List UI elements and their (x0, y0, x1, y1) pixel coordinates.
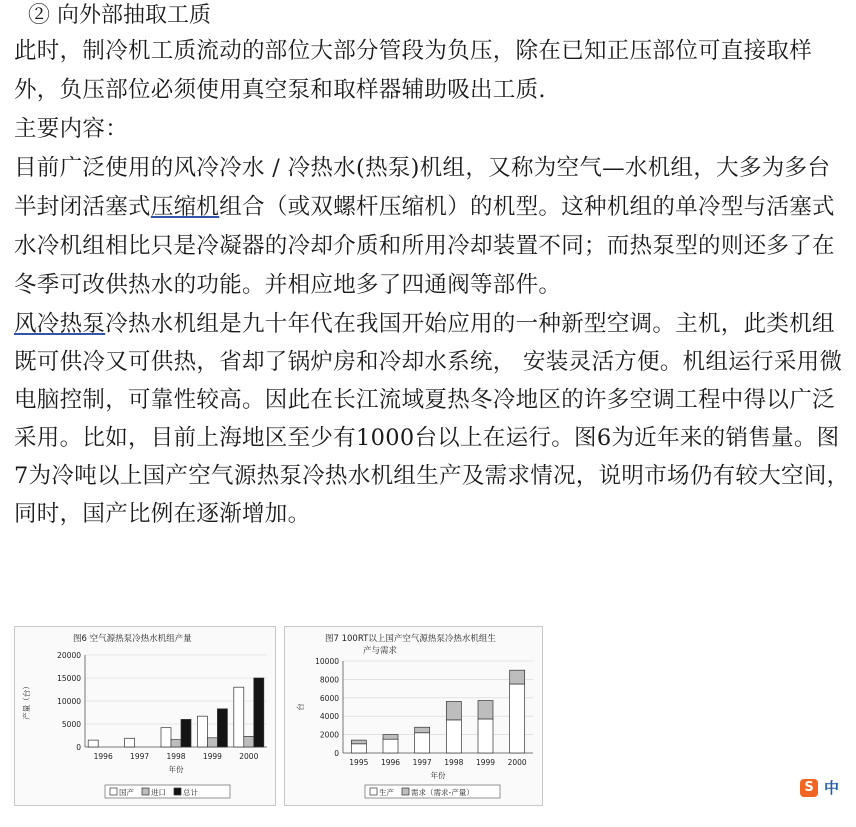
figure-7-chart (284, 626, 543, 806)
y-tick-label: 8000 (319, 675, 339, 685)
bar-0 (383, 739, 398, 753)
compressor-link[interactable]: 压缩机 (150, 194, 220, 220)
y-tick-label: 20000 (57, 651, 81, 660)
bar-0 (197, 716, 207, 747)
y-tick-label: 15000 (57, 674, 81, 683)
x-axis-label: 年份 (168, 765, 184, 774)
paragraph-sampling: 此时，制冷机工质流动的部位大部分管段为负压，除在已知正压部位可直接取样外，负压部位必须使用真空泵和取样器辅助吸出工质. (14, 38, 813, 103)
x-tick-label: 1999 (202, 752, 222, 761)
figure-6-svg (15, 627, 275, 805)
legend-label: 国产 (119, 788, 134, 797)
x-tick-label: 2000 (239, 752, 259, 761)
input-language-indicator[interactable]: 中 (824, 779, 840, 797)
x-tick-label: 2000 (507, 758, 527, 767)
legend-swatch (402, 788, 409, 795)
document-body (14, 0, 852, 533)
ime-toolbar[interactable] (796, 776, 856, 802)
x-tick-label: 1995 (349, 758, 369, 767)
bar-0 (510, 684, 525, 753)
bar-1 (383, 735, 398, 740)
legend-swatch (142, 788, 149, 795)
x-axis-label: 年份 (430, 771, 446, 780)
bar-0 (88, 740, 98, 747)
bar-0 (478, 719, 493, 753)
y-tick-label: 0 (334, 749, 339, 758)
y-axis-label: 产量（台） (22, 682, 31, 720)
paragraph-text: 组合（或双螺杆压缩机）的机型。这种机组的单冷型与活塞式水冷机组相比只是冷凝器的冷却介质和所用冷却装置不同；而热泵型的则还多了在冬季可改供热水的功能。并相应地多了四通阀等部件。 (14, 194, 835, 298)
y-axis-label: 台 (296, 703, 305, 711)
legend-label: 总计 (183, 788, 198, 797)
legend-label: 进口 (151, 788, 166, 797)
x-tick-label: 1997 (412, 758, 432, 767)
heat-pump-link[interactable]: 风冷热泵 (14, 311, 106, 337)
bar-0 (161, 728, 171, 747)
x-tick-label: 1996 (380, 758, 401, 767)
bar-1 (244, 736, 254, 747)
paragraph-text: 目前广泛使用的风冷冷水 / 冷热水(热泵)机组，又称为空气—水机组，大多为多台半封闭活塞式 (14, 155, 831, 220)
bar-1 (446, 701, 461, 719)
bar-2 (217, 709, 227, 747)
bar-2 (181, 719, 191, 747)
figure-7-svg (285, 627, 542, 805)
chart-title-line-2: 产与需求 (363, 646, 398, 656)
paragraph-text: 冷热水机组是九十年代在我国开始应用的一种新型空调。主机，此类机组既可供冷又可供热，省却了锅炉房和冷却水系统， 安装灵活方便。机组运行采用微电脑控制，可靠性较高。因此在长江流域夏热冬冷地区的许多空调工程中得以广泛采用。比如，目前上海地区至少有1000台以上在运行。图6为近年来的销售量。图7为冷吨以上国产空气源热泵冷热水机组生产及需求情况，说明市场仍有较大空间，同时，国产比例在逐渐增加。 (14, 311, 850, 527)
y-tick-label: 5000 (61, 720, 81, 729)
bar-1 (510, 670, 525, 684)
main-content-title: 主要内容： (14, 116, 129, 142)
y-tick-label: 2000 (319, 730, 339, 740)
y-tick-label: 10000 (57, 697, 81, 706)
chart-title: 图7 100RT以上国产空气源热泵冷热水机组生 (325, 634, 496, 644)
sogou-logo-icon[interactable]: S (800, 779, 818, 797)
bar-0 (234, 687, 244, 747)
bar-0 (415, 733, 430, 753)
figures-row (14, 626, 554, 806)
bar-1 (351, 740, 366, 744)
y-tick-label: 10000 (315, 657, 339, 666)
bar-0 (351, 744, 366, 753)
bar-0 (125, 738, 135, 747)
y-tick-label: 6000 (319, 693, 339, 703)
x-tick-label: 1996 (93, 752, 113, 761)
x-tick-label: 1998 (444, 758, 464, 767)
legend-label: 需求（需求-产量） (411, 788, 474, 797)
section-heading: ② 向外部抽取工质 (28, 3, 211, 28)
bar-2 (254, 678, 264, 747)
x-tick-label: 1997 (130, 752, 150, 761)
y-tick-label: 0 (76, 743, 81, 752)
bar-0 (446, 720, 461, 753)
paragraph-unit-overview (14, 149, 852, 305)
x-tick-label: 1999 (475, 758, 496, 767)
legend-swatch (174, 788, 181, 795)
legend-label: 生产 (379, 788, 394, 797)
y-tick-label: 4000 (319, 712, 339, 722)
figure-6-chart (14, 626, 276, 806)
bar-1 (207, 738, 217, 747)
x-tick-label: 1998 (166, 752, 186, 761)
legend-swatch (110, 788, 117, 795)
chart-title: 图6 空气源热泵冷热水机组产量 (73, 634, 192, 644)
bar-1 (415, 727, 430, 733)
bar-1 (478, 701, 493, 719)
paragraph-heat-pump (14, 305, 852, 533)
bar-1 (171, 740, 181, 747)
legend-swatch (370, 788, 377, 795)
